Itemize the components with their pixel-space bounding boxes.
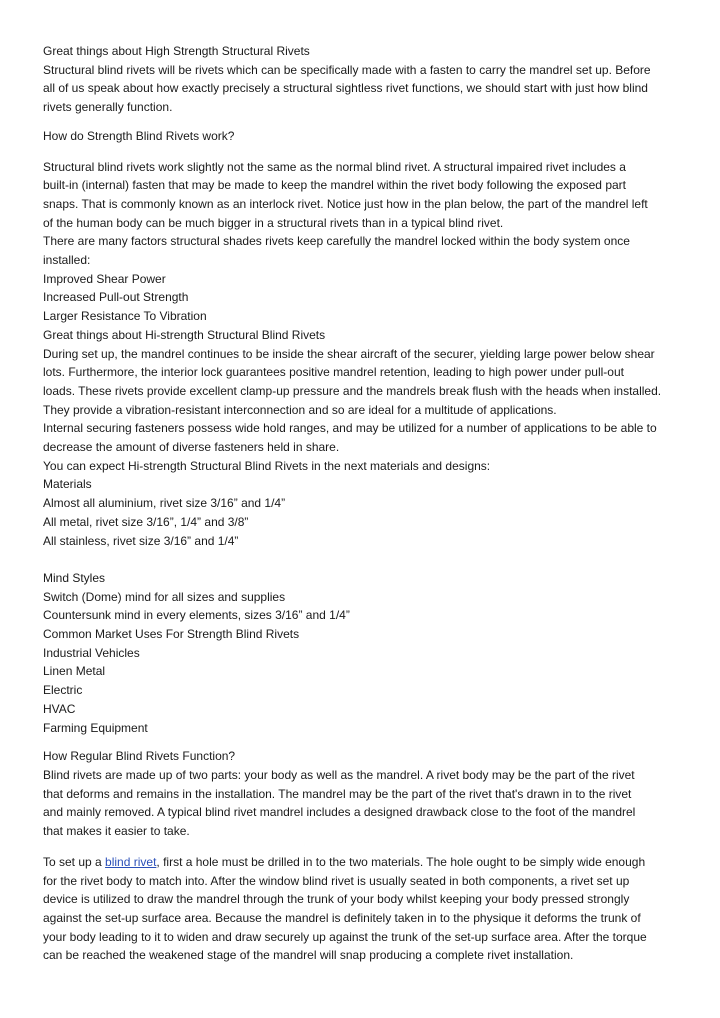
list-item: Farming Equipment <box>43 720 148 735</box>
list-item: Industrial Vehicles <box>43 645 140 660</box>
list-item: Almost all aluminium, rivet size 3/16” and 1/4” <box>43 496 286 511</box>
text-line: Structural blind rivets work slightly not the same as the normal blind rivet. A structural impaired rivet includes a <box>43 159 626 174</box>
text-line: snaps. That is commonly known as an interlock rivet. Notice just how in the plan below, the part of the mandrel left <box>43 196 648 211</box>
text-line: your body leading to it to widen and draw securely up against the trunk of the set-up surface area. After the torque <box>43 929 647 944</box>
text-line: and mainly removed. A typical blind rivet mandrel includes a designed drawback close to the foot of the mandrel <box>43 805 636 820</box>
text-line: They provide a vibration-resistant interconnection and so are ideal for a multitude of applications. <box>43 402 557 417</box>
paragraph-setup <box>43 853 679 965</box>
paragraph-intro <box>43 42 679 117</box>
text-line: device is utilized to draw the mandrel through the trunk of your body whilst keeping your body pressed strongly <box>43 892 630 907</box>
list-item: All metal, rivet size 3/16”, 1/4” and 3/8” <box>43 514 249 529</box>
text-line: built-in (internal) fasten that may be made to keep the mandrel within the rivet body following the exposed part <box>43 178 626 193</box>
text-line: rivets generally function. <box>43 100 173 115</box>
text-line: for the rivet body to match into. After the window blind rivet is usually seated in both components, a rivet set up <box>43 873 630 888</box>
text-fragment: , first a hole must be drilled in to the two materials. The hole ought to be simply wide enough <box>156 854 646 869</box>
text-line: Structural blind rivets will be rivets which can be specifically made with a fasten to carry the mandrel set up. Before <box>43 62 651 77</box>
section-heading: How Regular Blind Rivets Function? <box>43 749 236 764</box>
text-line <box>43 853 679 872</box>
text-fragment: To set up a <box>43 854 106 869</box>
text-line: installed: <box>43 253 91 268</box>
text-line: against the set-up surface area. Because the mandrel is definitely taken in to the physique it deforms the trunk of <box>43 910 641 925</box>
section-heading: Common Market Uses For Strength Blind Rivets <box>43 627 300 642</box>
paragraph-styles <box>43 569 679 737</box>
text-line: that deforms and remains in the installation. The mandrel may be the part of the rivet that's drawn in to the rivet <box>43 786 632 801</box>
section-heading: Great things about High Strength Structural Rivets <box>43 44 310 58</box>
section-heading: Materials <box>43 477 92 492</box>
list-item: HVAC <box>43 701 76 716</box>
text-line: that makes it easier to take. <box>43 824 190 839</box>
section-heading: Great things about Hi-strength Structural Blind Rivets <box>43 327 326 342</box>
text-line: You can expect Hi-strength Structural Blind Rivets in the next materials and designs: <box>43 458 491 473</box>
list-item: Switch (Dome) mind for all sizes and supplies <box>43 589 286 604</box>
text-line: loads. These rivets provide excellent clamp-up pressure and the mandrels break flush with the heads when installed. <box>43 383 662 398</box>
text-line: There are many factors structural shades rivets keep carefully the mandrel locked within the body system once <box>43 234 630 249</box>
list-item: Linen Metal <box>43 664 106 679</box>
text-line: Blind rivets are made up of two parts: your body as well as the mandrel. A rivet body may be the part of the rivet <box>43 768 635 782</box>
text-line: During set up, the mandrel continues to be inside the shear aircraft of the securer, yielding large power below shear <box>43 346 655 361</box>
text-line: Internal securing fasteners possess wide hold ranges, and may be utilized for a number of applications to be able to <box>43 421 657 436</box>
section-heading: How do Strength Blind Rivets work? <box>43 128 235 143</box>
list-item: Electric <box>43 683 83 698</box>
list-item: Increased Pull-out Strength <box>43 290 189 305</box>
text-line: of the human body can be much bigger in a structural rivets than in a typical blind rivet. <box>43 215 504 230</box>
text-line: decrease the amount of diverse fasteners held in share. <box>43 440 340 455</box>
paragraph-how-it-works <box>43 158 679 551</box>
list-item: Countersunk mind in every elements, sizes 3/16” and 1/4” <box>43 608 350 623</box>
list-item: Improved Shear Power <box>43 271 166 286</box>
paragraph-regular-rivets <box>43 747 679 841</box>
list-item: Larger Resistance To Vibration <box>43 309 207 324</box>
document-page <box>43 42 679 965</box>
text-line: all of us speak about how exactly precisely a structural sightless rivet functions, we should start with just how blind <box>43 81 648 96</box>
text-line: lots. Furthermore, the interior lock guarantees positive mandrel retention, leading to high power under pull-out <box>43 365 624 380</box>
list-item: All stainless, rivet size 3/16” and 1/4” <box>43 533 239 548</box>
blind-rivet-link[interactable]: blind rivet <box>105 854 157 869</box>
section-heading: Mind Styles <box>43 570 106 585</box>
text-line: can be reached the weakened stage of the mandrel will snap producing a complete rivet installation. <box>43 948 574 963</box>
